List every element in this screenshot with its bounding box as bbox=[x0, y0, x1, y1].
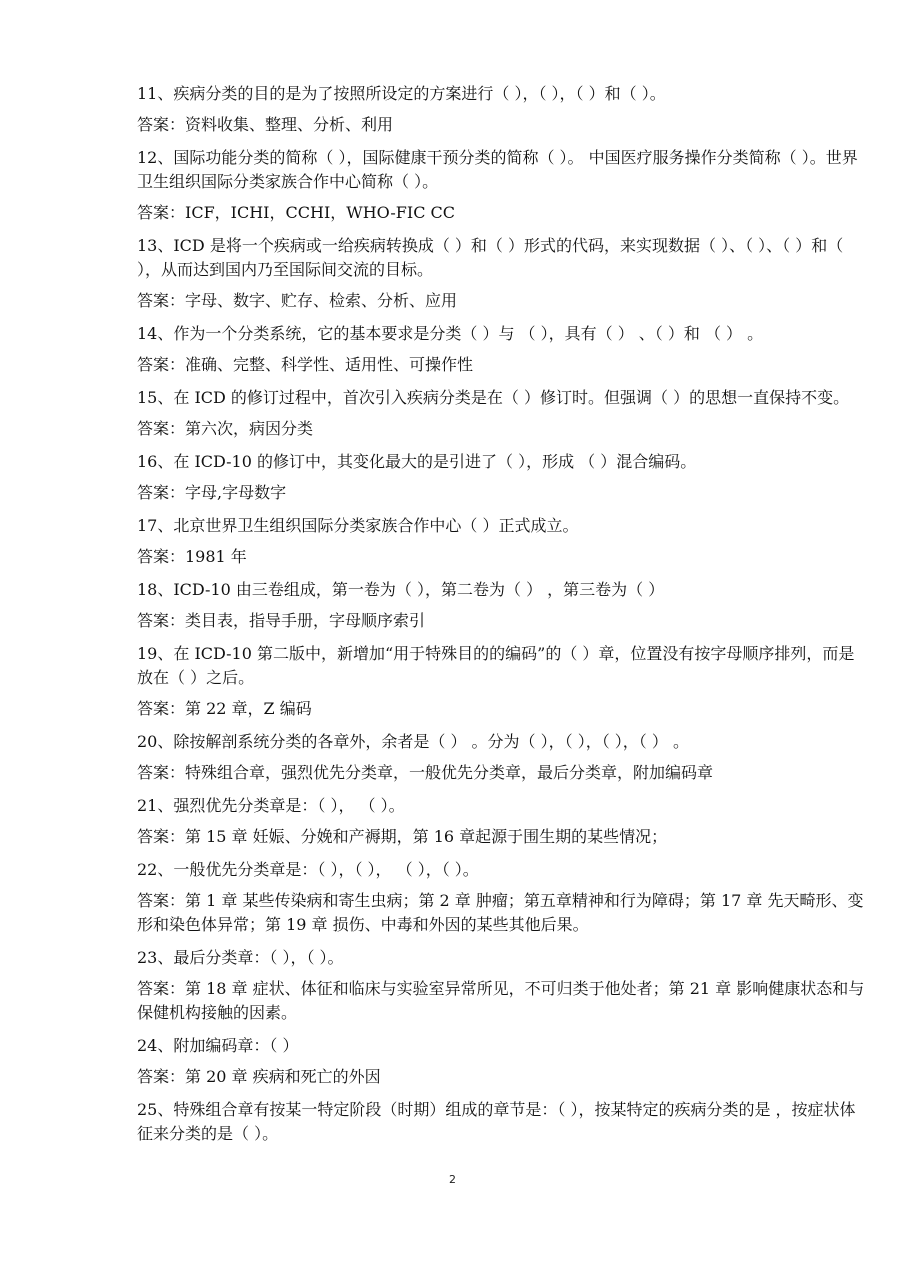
qa-item-19 bbox=[137, 642, 867, 721]
question-text: 11、疾病分类的目的是为了按照所设定的方案进行（ ），（ ），（ ）和（ ）。 bbox=[137, 84, 666, 103]
answer-text: 答案：字母,字母数字 bbox=[137, 483, 287, 502]
question-text: 12、国际功能分类的简称（ ），国际健康干预分类的简称（ ）。 中国医疗服务操作分类简称（ ）。世界卫生组织国际分类家族合作中心简称（ ）。 bbox=[137, 148, 858, 191]
qa-list bbox=[137, 82, 867, 1153]
answer-text: 答案：第六次，病因分类 bbox=[137, 419, 314, 438]
answer-text: 答案：字母、数字、贮存、检索、分析、应用 bbox=[137, 291, 458, 310]
answer-text: 答案：准确、完整、科学性、适用性、可操作性 bbox=[137, 355, 474, 374]
qa-item-16 bbox=[137, 450, 867, 505]
question-text: 14、作为一个分类系统，它的基本要求是分类（ ）与 （ ），具有（ ） 、（ ）和 （ ） 。 bbox=[137, 324, 764, 343]
question-text: 23、最后分类章：（ ），（ ）。 bbox=[137, 948, 344, 967]
qa-item-24 bbox=[137, 1034, 867, 1089]
answer-text: 答案：特殊组合章，强烈优先分类章，一般优先分类章，最后分类章，附加编码章 bbox=[137, 763, 714, 782]
qa-item-11 bbox=[137, 82, 867, 137]
qa-item-18 bbox=[137, 578, 867, 633]
answer-text: 答案：ICF，ICHI，CCHI，WHO-FIC CC bbox=[137, 203, 456, 222]
question-text: 22、一般优先分类章是：（ ），（ ）， （ ），（ ）。 bbox=[137, 860, 479, 879]
answer-text: 答案：第 1 章 某些传染病和寄生虫病；第 2 章 肿瘤；第五章精神和行为障碍；第 17 章 先天畸形、变形和染色体异常；第 19 章 损伤、中毒和外因的某些其他后果。 bbox=[137, 891, 864, 934]
qa-item-15 bbox=[137, 386, 867, 441]
qa-item-17 bbox=[137, 514, 867, 569]
answer-text: 答案：资料收集、整理、分析、利用 bbox=[137, 115, 394, 134]
qa-item-13 bbox=[137, 234, 867, 313]
answer-text: 答案：第 22 章，Z 编码 bbox=[137, 699, 312, 718]
answer-text: 答案：1981 年 bbox=[137, 547, 247, 566]
question-text: 17、北京世界卫生组织国际分类家族合作中心（ ）正式成立。 bbox=[137, 516, 579, 535]
page-number: 2 bbox=[449, 1173, 456, 1186]
question-text: 24、附加编码章：（ ） bbox=[137, 1036, 299, 1055]
answer-text: 答案：类目表，指导手册，字母顺序索引 bbox=[137, 611, 426, 630]
question-text: 25、特殊组合章有按某一特定阶段（时期）组成的章节是：（ ），按某特定的疾病分类的是 ，按症状体征来分类的是（ ）。 bbox=[137, 1100, 856, 1143]
qa-item-12 bbox=[137, 146, 867, 225]
qa-item-14 bbox=[137, 322, 867, 377]
qa-item-23 bbox=[137, 946, 867, 1025]
qa-item-22 bbox=[137, 858, 867, 937]
question-text: 20、除按解剖系统分类的各章外，余者是（ ） 。分为（ ），（ ），（ ），（ ） 。 bbox=[137, 732, 689, 751]
question-text: 21、强烈优先分类章是：（ ）， （ ）。 bbox=[137, 796, 405, 815]
answer-text: 答案：第 15 章 妊娠、分娩和产褥期，第 16 章起源于围生期的某些情况； bbox=[137, 827, 668, 846]
qa-item-21 bbox=[137, 794, 867, 849]
answer-text: 答案：第 18 章 症状、体征和临床与实验室异常所见，不可归类于他处者；第 21 章 影响健康状态和与保健机构接触的因素。 bbox=[137, 979, 865, 1022]
qa-item-20 bbox=[137, 730, 867, 785]
answer-text: 答案：第 20 章 疾病和死亡的外因 bbox=[137, 1067, 381, 1086]
qa-item-25 bbox=[137, 1098, 867, 1146]
question-text: 15、在 ICD 的修订过程中，首次引入疾病分类是在（ ）修订时。但强调（ ）的思想一直保持不变。 bbox=[137, 388, 850, 407]
question-text: 16、在 ICD-10 的修订中，其变化最大的是引进了（ ），形成 （ ）混合编码。 bbox=[137, 452, 697, 471]
question-text: 13、ICD 是将一个疾病或一给疾病转换成（ ）和（ ）形式的代码，来实现数据（ ）、（ ）、（ ）和（ ），从而达到国内乃至国际间交流的目标。 bbox=[137, 236, 844, 279]
question-text: 19、在 ICD-10 第二版中，新增加“用于特殊目的的编码”的（ ）章，位置没有按字母顺序排列，而是放在（ ）之后。 bbox=[137, 644, 855, 687]
question-text: 18、ICD-10 由三卷组成，第一卷为（ ），第二卷为（ ） ，第三卷为（ ） bbox=[137, 580, 665, 599]
